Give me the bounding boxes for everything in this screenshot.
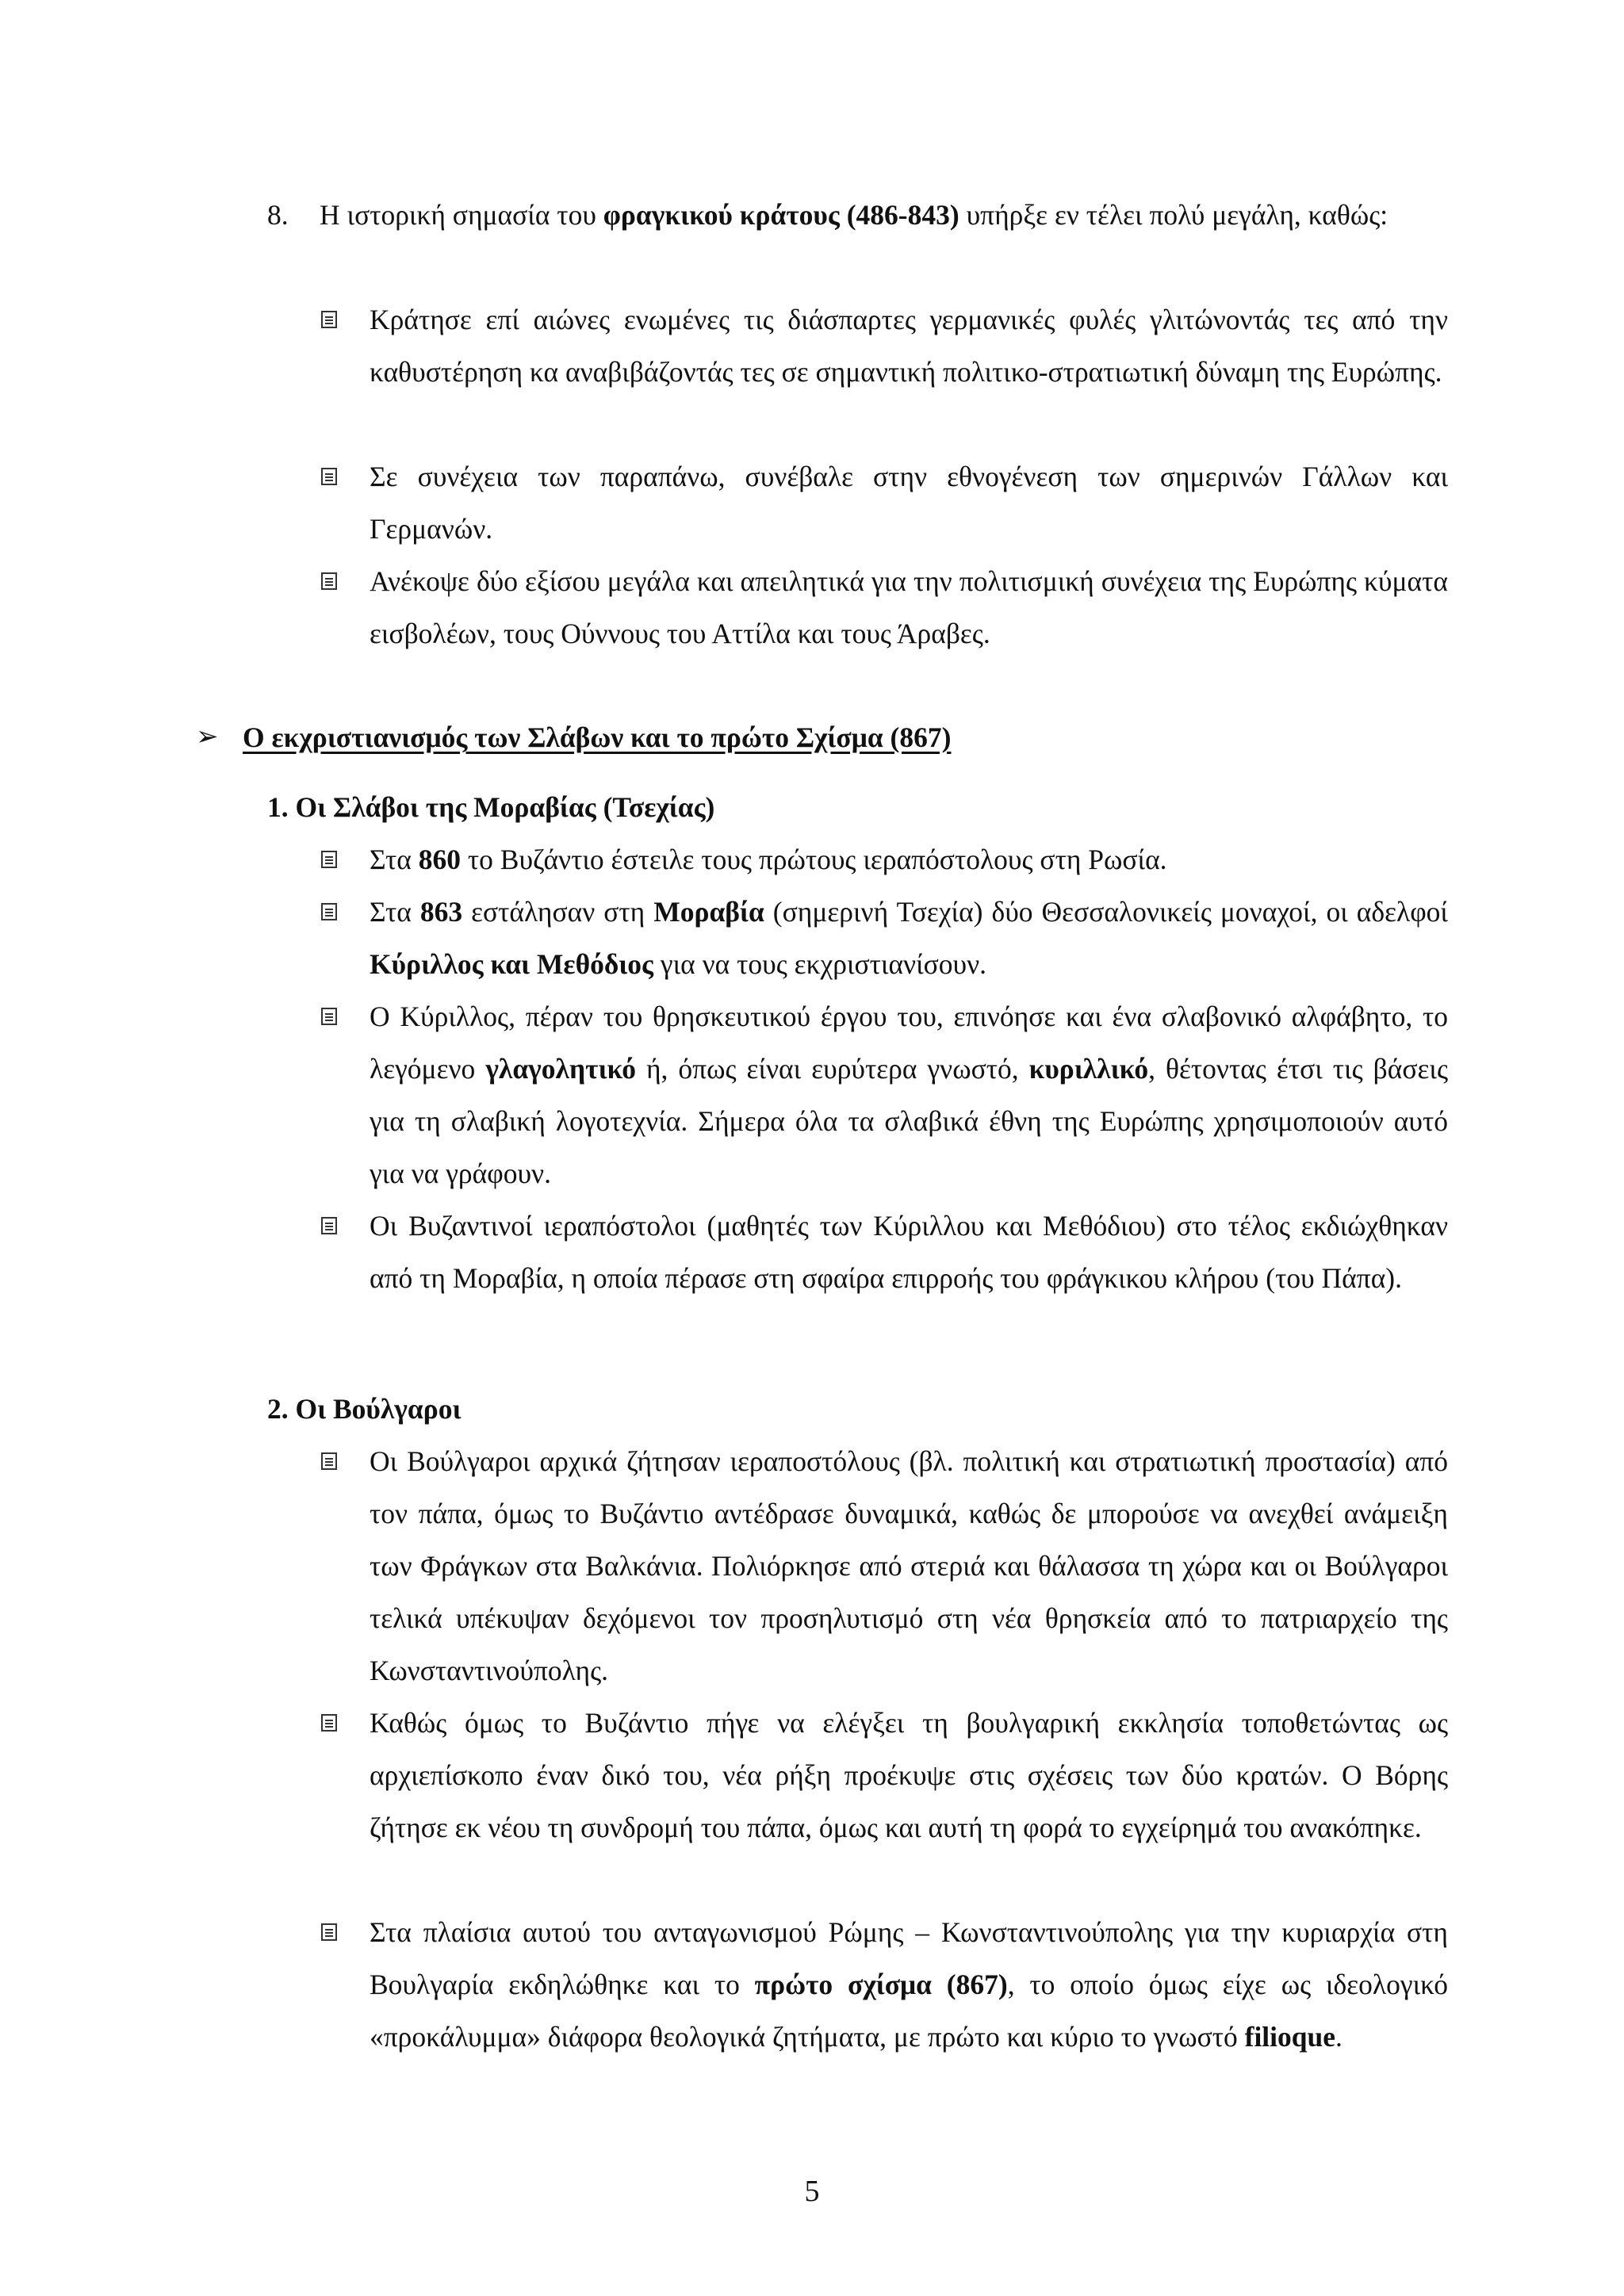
text: .	[1335, 2021, 1342, 2053]
bullet-text: Σε συνέχεια των παραπάνω, συνέβαλε στην εθνογένεση των σημερινών Γάλλων και Γερμανών.	[370, 461, 1448, 545]
text: , το οποίο όμως είχε ως ιδεολογικό «προκάλυμμα» διάφορα θεολογικά ζητήματα, με πρώτο και κύριο το γνωστό	[370, 1969, 1448, 2053]
bullet-text	[370, 990, 1448, 1200]
list-number: 8.	[267, 199, 289, 231]
list-bullet-icon	[321, 1217, 337, 1234]
list-bullet-icon	[321, 572, 337, 590]
text: , θέτοντας έτσι τις βάσεις για τη σλαβική λογοτεχνία. Σήμερα όλα τα σλαβικά έθνη της Ευρώπης χρησιμοποιούν αυτό για να γράφουν.	[370, 1053, 1448, 1189]
bullet-text: Οι Βούλγαροι αρχικά ζήτησαν ιεραποστόλους (βλ. πολιτική και στρατιωτική προστασία) από τον πάπα, όμως το Βυζάντιο αντέδρασε δυναμικά, καθώς δε μπορούσε να ανεχθεί ανάμειξη των Φράγκων στα Βαλκάνια. Πολιόρκησε από στεριά και θάλασσα τη χώρα και οι Βούλγαροι τελικά υπέκυψαν δεχόμενοι τον προσηλυτισμό στη νέα θρησκεία από το πατριαρχείο της Κωνσταντινούπολης.	[370, 1445, 1448, 1686]
text: υπήρξε εν τέλει πολύ μεγάλη, καθώς:	[959, 199, 1388, 231]
text: εστάλησαν στη	[462, 896, 654, 928]
list-bullet-icon	[321, 851, 337, 868]
text: Ο Κύριλλος, πέραν του θρησκευτικού έργου του, επινόησε και ένα σλαβονικό αλφάβητο, το λεγόμενο	[370, 1001, 1448, 1085]
bullet-text: Ανέκοψε δύο εξίσου μεγάλα και απειλητικά για την πολιτισμική συνέχεια της Ευρώπης κύματα εισβολέων, τους Ούννους του Αττίλα και τους Άραβες.	[370, 565, 1448, 649]
bold-text: 863	[419, 896, 463, 928]
bullet-text: Κράτησε επί αιώνες ενωμένες τις διάσπαρτες γερμανικές φυλές γλιτώνοντάς τες από την καθυστέρηση κα αναβιβάζοντάς τες σε σημαντική πολιτικο-στρατιωτική δύναμη της Ευρώπης.	[370, 304, 1448, 388]
subsection-title: 1. Οι Σλάβοι της Μοραβίας (Τσεχίας)	[267, 791, 715, 823]
bold-text: πρώτο σχίσμα (867)	[754, 1969, 1008, 2000]
list-bullet-icon	[321, 1923, 337, 1941]
bullet-text: Οι Βυζαντινοί ιεραπόστολοι (μαθητές των Κύριλλου και Μεθόδιου) στο τέλος εκδιώχθηκαν από τη Μοραβία, η οποία πέρασε στη σφαίρα επιρροής του φράγκικου κλήρου (του Πάπα).	[370, 1210, 1448, 1294]
text: για να τους εκχριστιανίσουν.	[653, 948, 987, 980]
bold-text: φραγκικού κράτους (486-843)	[603, 199, 959, 231]
text: Η ιστορική σημασία του	[320, 199, 603, 231]
bold-text: Μοραβία	[653, 896, 764, 928]
bold-text: filioque	[1244, 2021, 1336, 2053]
bullet-text: Καθώς όμως το Βυζάντιο πήγε να ελέγξει τη βουλγαρική εκκλησία τοποθετώντας ως αρχιεπίσκοπο έναν δικό του, νέα ρήξη προέκυψε στις σχέσεις των δύο κρατών. Ο Βόρης ζήτησε εκ νέου τη συνδρομή του πάπα, όμως και αυτή τη φορά το εγχείρημά του ανακόπηκε.	[370, 1707, 1448, 1843]
bullet-text	[370, 886, 1448, 990]
text: ή, όπως είναι ευρύτερα γνωστό,	[635, 1053, 1029, 1085]
list-bullet-icon	[321, 311, 337, 328]
bullet-text	[370, 1906, 1448, 2063]
bold-text: 860	[418, 844, 462, 875]
page-number: 5	[804, 2175, 820, 2208]
text: Στα	[370, 896, 420, 928]
bold-text: κυριλλικό	[1028, 1053, 1149, 1085]
section-heading: Ο εκχριστιανισμός των Σλάβων και το πρώτο Σχίσμα (867)	[243, 721, 952, 753]
text: Στα	[370, 844, 419, 875]
arrow-bullet-icon: ➢	[196, 722, 219, 752]
bold-text: γλαγολητικό	[485, 1053, 636, 1085]
text: Στα πλαίσια αυτού του ανταγωνισμού Ρώμης – Κωνσταντινούπολης για την κυριαρχία στη Βουλγαρία εκδηλώθηκε και το	[370, 1916, 1448, 2000]
subsection-title: 2. Οι Βούλγαροι	[267, 1393, 462, 1425]
list-bullet-icon	[321, 1008, 337, 1025]
list-bullet-icon	[321, 468, 337, 485]
bullet-text	[370, 833, 1448, 886]
list-bullet-icon	[321, 903, 337, 920]
text: το Βυζάντιο έστειλε τους πρώτους ιεραπόστολους στη Ρωσία.	[461, 844, 1167, 875]
list-bullet-icon	[321, 1714, 337, 1732]
text: (σημερινή Τσεχία) δύο Θεσσαλονικείς μοναχοί, οι αδελφοί	[764, 896, 1448, 928]
bold-text: Κύριλλος και Μεθόδιος	[370, 948, 654, 980]
item8-paragraph	[320, 189, 1448, 241]
list-bullet-icon	[321, 1452, 337, 1470]
